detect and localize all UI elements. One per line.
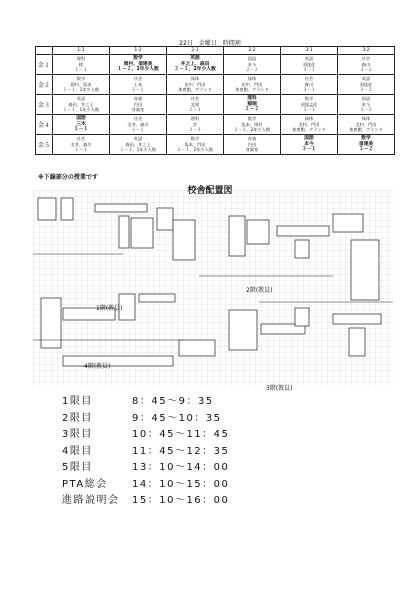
cell-subject: 社会 — [361, 56, 371, 62]
cell-subject: 英語 — [304, 56, 314, 62]
cell-room: １－２ — [131, 87, 145, 93]
timetable — [35, 46, 395, 155]
cell-subject: 数学 — [133, 56, 143, 62]
cell-subject: 英語 — [190, 56, 200, 62]
note: ※下線部分の授業です — [38, 174, 98, 181]
timetable-body — [36, 55, 395, 155]
cell-teacher: 須達佐 — [302, 61, 316, 67]
timetable-cell — [224, 75, 281, 95]
schedule-time: 15：10～16：00 — [132, 495, 230, 506]
timetable-cell — [110, 95, 167, 115]
cell-teacher: 森川 — [361, 61, 371, 67]
cell-room: ２－１ — [188, 107, 202, 113]
cell-room: 体育館、グランド — [178, 87, 212, 93]
period-row — [36, 75, 395, 95]
schedule-row — [62, 475, 362, 492]
timetable-cell — [110, 75, 167, 95]
cell-room: 音楽室 — [245, 147, 259, 153]
schedule-row — [62, 491, 362, 508]
schedule-label: 1限目 — [62, 396, 93, 407]
class-header: 2-1 — [167, 47, 224, 55]
cell-subject: 保体 — [304, 116, 314, 122]
cell-teacher: 岡村、坂本 — [70, 81, 92, 87]
cell-subject: 社会 — [133, 76, 143, 82]
class-header: 2-2 — [224, 47, 281, 55]
cell-subject: 数学 — [76, 76, 86, 82]
class-header: 3-2 — [338, 47, 395, 55]
floor-label: 1階(教員) — [96, 305, 123, 312]
timetable-cell — [167, 95, 224, 115]
cell-teacher: 岡村、須達美 — [123, 61, 153, 67]
cell-room: 体育館、グランド — [235, 87, 269, 93]
timetable-cell — [281, 95, 338, 115]
schedule-row — [62, 442, 362, 459]
header-corner — [36, 47, 53, 55]
cell-subject: 理科 — [190, 116, 200, 122]
cell-subject: 国語 — [76, 116, 86, 122]
cell-room: １－１、1年少人数 — [62, 107, 100, 113]
cell-room: １－１ — [73, 127, 89, 133]
cell-subject: 音楽 — [247, 136, 257, 142]
cell-room: ３－１ — [302, 87, 316, 93]
cell-room: ２－２、2年少人数 — [233, 127, 271, 133]
cell-teacher: 本今 — [304, 141, 314, 147]
cell-subject: 音楽 — [133, 96, 143, 102]
timetable-cell — [110, 115, 167, 135]
cell-room: １－２ — [131, 127, 145, 133]
timetable-cell — [224, 95, 281, 115]
cell-room: ３－２ — [359, 87, 373, 93]
schedule-time: 13：10～14：00 — [132, 462, 230, 473]
timetable-cell — [53, 135, 110, 155]
cell-room: 体育館、グランド — [292, 127, 326, 133]
cell-subject: 社会 — [133, 116, 143, 122]
timetable-cell — [281, 75, 338, 95]
schedule-row — [62, 458, 362, 475]
period-label: 金２ — [36, 75, 53, 95]
schedule-row — [62, 392, 362, 409]
cell-subject: 国語 — [247, 56, 257, 62]
cell-teacher: 土本 — [133, 81, 143, 87]
floor-label: 2階(教員) — [246, 287, 273, 294]
cell-subject: 国語 — [304, 136, 314, 142]
cell-teacher: 宮 — [192, 121, 198, 127]
timetable-cell — [281, 115, 338, 135]
cell-teacher: 井之上、森田 — [180, 61, 210, 67]
schedule-row — [62, 425, 362, 442]
cell-room: ３－１ — [301, 147, 317, 153]
class-header: 1-2 — [110, 47, 167, 55]
timetable-cell — [224, 115, 281, 135]
cell-subject: 理科 — [247, 96, 257, 102]
cell-subject: 国語 — [361, 96, 371, 102]
cell-teacher: 森田、井之上 — [125, 141, 151, 147]
cell-teacher: 須達美 — [358, 141, 374, 147]
cell-subject: 数学 — [361, 136, 371, 142]
cell-teacher: 森田、井之上 — [68, 101, 94, 107]
cell-subject: 英語 — [133, 136, 143, 142]
period-label: 金３ — [36, 95, 53, 115]
timetable-cell — [167, 115, 224, 135]
cell-room: １－１ — [74, 147, 88, 153]
cell-teacher: 須達孟佐 — [300, 101, 318, 107]
cell-room: ２－２ — [244, 107, 260, 113]
cell-room: ３－２ — [359, 107, 373, 113]
period-row — [36, 135, 395, 155]
cell-subject: 社会 — [190, 96, 200, 102]
campus-map — [33, 190, 393, 386]
cell-teacher: 田中、門田 — [241, 81, 263, 87]
cell-subject: 社会 — [76, 136, 86, 142]
period-row — [36, 115, 395, 135]
timetable-cell — [281, 135, 338, 155]
cell-room: ３－２ — [359, 67, 373, 73]
cell-teacher: 北井、森川 — [127, 121, 149, 127]
cell-subject: 保体 — [247, 76, 257, 82]
class-header: 3-1 — [281, 47, 338, 55]
cell-subject: 保体 — [190, 76, 200, 82]
schedule-time: 11：45～12：35 — [132, 445, 230, 457]
cell-teacher: 森川 — [304, 81, 314, 87]
cell-room: ２－１、2年少人数 — [174, 67, 216, 73]
timetable-cell — [53, 75, 110, 95]
cell-teacher: 坂本、岡村 — [241, 121, 263, 127]
cell-teacher: 北岡 — [190, 101, 200, 107]
cell-teacher: 北村、門田 — [355, 121, 377, 127]
schedule-time: 14：10～15：00 — [132, 478, 230, 490]
timetable-cell — [110, 55, 167, 75]
timetable-header-row — [36, 47, 395, 55]
cell-room: ２－１ — [188, 127, 202, 133]
cell-room: ３－１ — [302, 107, 316, 113]
cell-teacher: 須達佐 — [359, 81, 373, 87]
cell-teacher: 本今 — [361, 101, 371, 107]
timetable-cell — [224, 135, 281, 155]
cell-teacher: 稲堀 — [247, 101, 257, 107]
timetable-cell — [281, 55, 338, 75]
timetable-cell — [167, 135, 224, 155]
cell-room: 音楽室 — [131, 107, 145, 113]
page-title: 22日 金曜日 時間割 — [179, 40, 241, 47]
cell-room: １－１、1年少人数 — [62, 87, 100, 93]
timetable-cell — [167, 55, 224, 75]
cell-room: 体育館、グランド — [349, 127, 383, 133]
cell-teacher: 坂本、門田 — [184, 141, 206, 147]
period-label: 金４ — [36, 115, 53, 135]
cell-subject: 数学 — [247, 116, 257, 122]
schedule-label: PTA総会 — [62, 478, 108, 490]
timetable-cell — [338, 115, 395, 135]
timetable-cell — [338, 75, 395, 95]
schedule-label: 3限目 — [62, 429, 93, 440]
timetable-cell — [338, 135, 395, 155]
cell-room: ３－１ — [302, 67, 316, 73]
schedule-time: 8：45～9：35 — [132, 396, 214, 407]
cell-subject: 英語 — [76, 96, 86, 102]
cell-subject: 数学 — [190, 136, 200, 142]
schedule-row — [62, 409, 362, 426]
period-row — [36, 95, 395, 115]
schedule-time: 9：45～10：35 — [132, 412, 222, 424]
cell-teacher: 三木 — [76, 121, 86, 127]
schedule-list — [62, 392, 362, 508]
timetable-cell — [110, 135, 167, 155]
cell-room: １－１ — [74, 67, 88, 73]
schedule-label: 2限目 — [62, 412, 93, 424]
timetable-cell — [53, 115, 110, 135]
cell-teacher: 北井、森川 — [70, 141, 92, 147]
cell-teacher: 北村、門田 — [298, 121, 320, 127]
timetable-cell — [53, 55, 110, 75]
timetable-cell — [224, 55, 281, 75]
cell-teacher: 内田 — [247, 141, 257, 147]
cell-room: ３－２ — [358, 147, 374, 153]
cell-teacher: 本今 — [247, 61, 257, 67]
period-label: 金１ — [36, 55, 53, 75]
cell-subject: 理科 — [76, 56, 86, 62]
cell-subject: 保体 — [361, 116, 371, 122]
schedule-label: 進路説明会 — [62, 495, 120, 506]
floor-label: 4階(教員) — [84, 363, 111, 370]
cell-room: ２－１、2年少人数 — [176, 147, 214, 153]
period-row — [36, 55, 395, 75]
cell-room: １－２、1年少人数 — [119, 147, 157, 153]
floor-label: 3階(教員) — [266, 385, 293, 392]
schedule-label: 4限目 — [62, 445, 93, 457]
class-header: 1-1 — [53, 47, 110, 55]
cell-subject: 社会 — [304, 76, 314, 82]
cell-room: １－２、1年少人数 — [117, 67, 159, 73]
timetable-cell — [338, 55, 395, 75]
timetable-cell — [53, 95, 110, 115]
cell-teacher: 田中、門田 — [184, 81, 206, 87]
schedule-time: 10：45～11：45 — [132, 429, 230, 440]
period-label: 金５ — [36, 135, 53, 155]
cell-room: ２－２ — [245, 67, 259, 73]
timetable-cell — [338, 95, 395, 115]
schedule-label: 5限目 — [62, 462, 93, 473]
cell-subject: 英語 — [361, 76, 371, 82]
cell-teacher: 様 — [78, 61, 84, 67]
timetable-cell — [167, 75, 224, 95]
cell-teacher: 内田 — [133, 101, 143, 107]
cell-subject: 数学 — [304, 96, 314, 102]
